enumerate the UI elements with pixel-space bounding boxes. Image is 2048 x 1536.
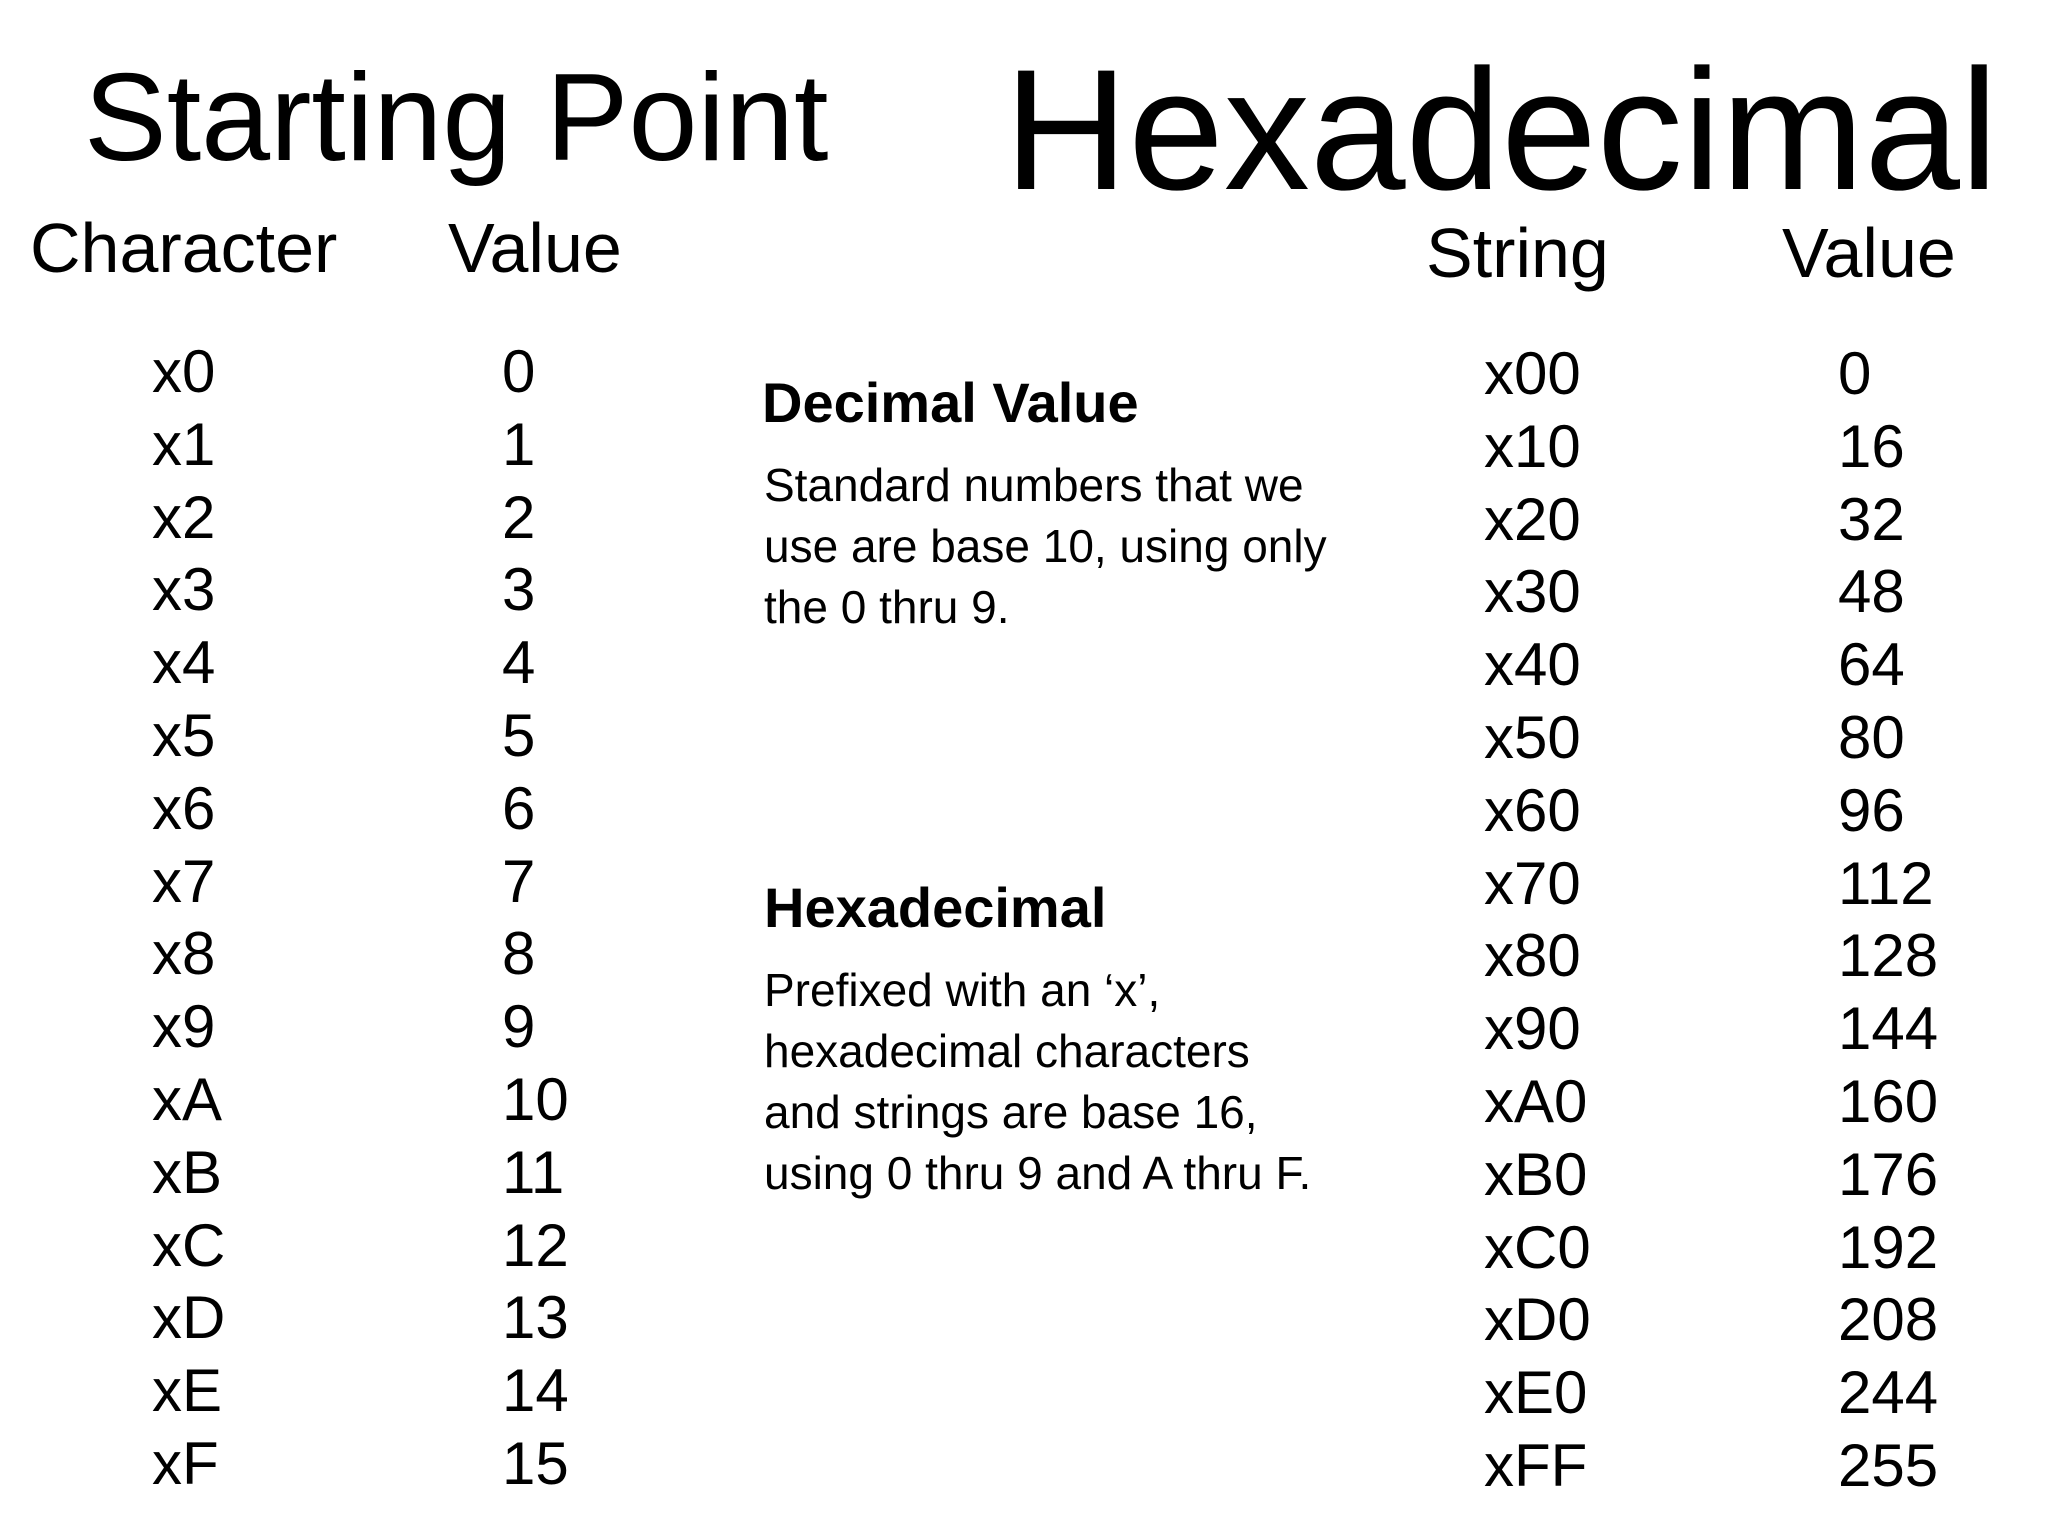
character-cell: x3 (152, 556, 216, 624)
hex-description-line: and strings are base 16, (764, 1086, 1258, 1138)
string-value-cell: 128 (1838, 922, 1939, 990)
string-value-cell: 176 (1838, 1140, 1939, 1208)
character-value-cell: 13 (502, 1284, 569, 1352)
character-value-cell: 14 (502, 1357, 569, 1425)
string-value-cell: 255 (1838, 1431, 1939, 1499)
string-cell: x30 (1484, 558, 1581, 626)
decimal-value-description (764, 455, 1327, 638)
character-value-cell: 10 (502, 1065, 569, 1133)
string-cell: xC0 (1484, 1213, 1591, 1281)
string-cell: x70 (1484, 849, 1581, 917)
header-value-right: Value (1782, 214, 1956, 292)
string-value-cell: 208 (1838, 1286, 1939, 1354)
character-value-cell: 4 (502, 629, 536, 697)
character-value-cell: 6 (502, 774, 536, 842)
decimal-value-heading: Decimal Value (762, 371, 1139, 434)
string-value-cell: 32 (1838, 485, 1905, 553)
character-value-cell: 1 (502, 410, 536, 478)
character-cell: x6 (152, 774, 216, 842)
character-value-cell: 7 (502, 847, 536, 915)
character-value-column (502, 336, 569, 1501)
character-cell: x1 (152, 410, 216, 478)
string-value-column (1838, 338, 1938, 1503)
string-cell: xD0 (1484, 1286, 1591, 1354)
character-cell: x2 (152, 483, 216, 551)
character-column (152, 336, 225, 1501)
hexadecimal-description (764, 960, 1311, 1204)
character-cell: xD (152, 1284, 226, 1352)
character-cell: x0 (152, 338, 216, 405)
string-cell: x50 (1484, 703, 1581, 771)
character-cell: x4 (152, 629, 216, 697)
character-cell: x9 (152, 993, 216, 1061)
character-cell: x5 (152, 701, 216, 769)
hex-description-line: hexadecimal characters (764, 1025, 1250, 1077)
string-cell: x40 (1484, 631, 1581, 699)
title-starting-point: Starting Point (84, 49, 829, 187)
string-value-cell: 64 (1838, 631, 1905, 699)
string-value-cell: 160 (1838, 1067, 1939, 1135)
character-value-cell: 0 (502, 338, 536, 405)
string-cell: x90 (1484, 995, 1581, 1063)
character-cell: xC (152, 1211, 226, 1279)
decimal-description-line: Standard numbers that we (764, 459, 1304, 511)
character-value-cell: 9 (502, 993, 536, 1061)
string-value-cell: 16 (1838, 412, 1905, 480)
character-value-cell: 12 (502, 1211, 569, 1279)
string-cell: xE0 (1484, 1359, 1588, 1427)
character-value-cell: 5 (502, 701, 536, 769)
character-value-cell: 2 (502, 483, 536, 551)
character-cell: xF (152, 1429, 219, 1497)
string-value-cell: 112 (1838, 849, 1934, 917)
string-value-cell: 0 (1838, 340, 1872, 407)
character-cell: x8 (152, 920, 216, 988)
string-value-cell: 192 (1838, 1213, 1939, 1281)
decimal-description-line: use are base 10, using only (764, 520, 1327, 572)
string-column (1484, 338, 1591, 1503)
string-cell: xFF (1484, 1431, 1588, 1499)
character-value-cell: 8 (502, 920, 536, 988)
hex-description-line: Prefixed with an ‘x’, (764, 964, 1161, 1016)
character-cell: x7 (152, 847, 216, 915)
string-value-cell: 96 (1838, 776, 1905, 844)
string-cell: x00 (1484, 340, 1581, 407)
hexadecimal-heading: Hexadecimal (764, 876, 1107, 939)
string-cell: x60 (1484, 776, 1581, 844)
string-cell: xA0 (1484, 1067, 1588, 1135)
header-value-left: Value (448, 209, 622, 287)
string-value-cell: 244 (1838, 1359, 1939, 1427)
string-cell: x20 (1484, 485, 1581, 553)
string-value-cell: 144 (1838, 995, 1939, 1063)
string-cell: xB0 (1484, 1140, 1588, 1208)
hex-description-line: using 0 thru 9 and A thru F. (764, 1147, 1312, 1199)
character-cell: xE (152, 1357, 223, 1425)
character-value-cell: 15 (502, 1429, 569, 1497)
string-value-cell: 80 (1838, 703, 1905, 771)
character-cell: xB (152, 1138, 223, 1206)
header-character: Character (30, 209, 338, 287)
decimal-description-line: the 0 thru 9. (764, 581, 1010, 633)
character-value-cell: 11 (502, 1138, 565, 1206)
character-value-cell: 3 (502, 556, 536, 624)
title-hexadecimal: Hexadecimal (1004, 34, 1999, 226)
character-cell: xA (152, 1065, 223, 1133)
string-value-cell: 48 (1838, 558, 1905, 626)
string-cell: x80 (1484, 922, 1581, 990)
string-cell: x10 (1484, 412, 1581, 480)
header-string: String (1426, 214, 1609, 292)
